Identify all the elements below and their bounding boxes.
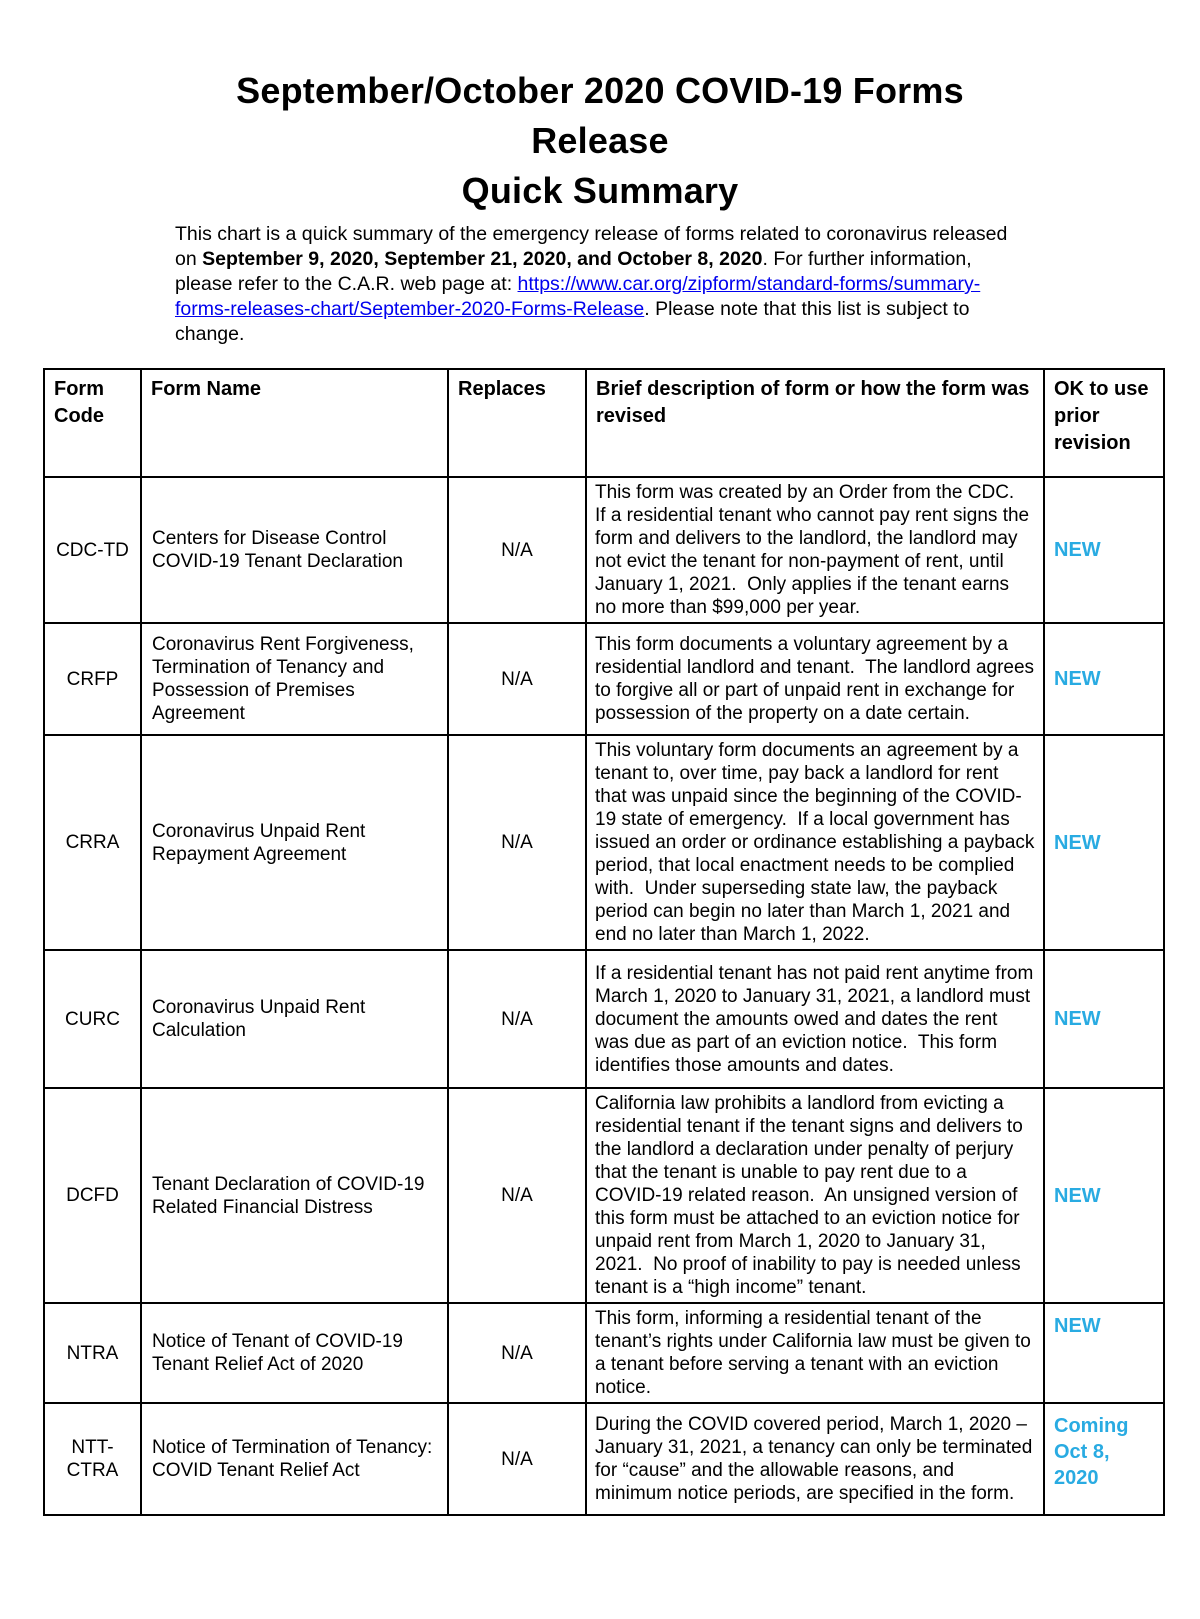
title-line-1: September/October 2020 COVID-19 Forms	[236, 70, 964, 111]
form-description: This voluntary form documents an agreement by a tenant to, over time, pay back a landlord for rent that was unpaid since the beginning of the COVID-19 state of emergency. If a local government has issued an order or ordinance establishing a payback period, that local enactment needs to be complied with. Under superseding state law, the payback period can begin no later than March 1, 2021 and end no later than March 1, 2022.	[586, 735, 1044, 950]
table-row-crfp	[44, 623, 1164, 735]
title-line-2: Release	[531, 120, 669, 161]
form-name: Coronavirus Unpaid Rent Calculation	[141, 950, 448, 1088]
header-ok-prior-revision: OK to use prior revision	[1044, 369, 1164, 477]
title-line-3: Quick Summary	[461, 170, 739, 211]
form-code: CRFP	[44, 623, 141, 735]
replaces-value: N/A	[448, 1403, 586, 1515]
page-title	[0, 66, 1200, 216]
form-code: CRRA	[44, 735, 141, 950]
status-badge: NEW	[1044, 477, 1164, 623]
table-row-dcfd	[44, 1088, 1164, 1303]
table-row-cdc-td	[44, 477, 1164, 623]
form-name: Coronavirus Unpaid Rent Repayment Agreement	[141, 735, 448, 950]
forms-summary-table	[43, 368, 1165, 1516]
intro-text-3: . Please note that this list is subject to change.	[175, 298, 970, 345]
form-description: This form documents a voluntary agreement by a residential landlord and tenant. The landlord agrees to forgive all or part of unpaid rent in exchange for possession of the property on a date certain.	[586, 623, 1044, 735]
form-name: Notice of Termination of Tenancy: COVID Tenant Relief Act	[141, 1403, 448, 1515]
form-code: NTRA	[44, 1303, 141, 1403]
header-form-code: Form Code	[44, 369, 141, 477]
status-badge: NEW	[1044, 735, 1164, 950]
intro-text-1: This chart is a quick summary of the emergency release of forms related to coronavirus released on	[175, 223, 1008, 270]
form-name: Notice of Tenant of COVID-19 Tenant Relief Act of 2020	[141, 1303, 448, 1403]
form-name: Coronavirus Rent Forgiveness, Termination of Tenancy and Possession of Premises Agreement	[141, 623, 448, 735]
table-row-curc	[44, 950, 1164, 1088]
intro-text-2: . For further information, please refer to the C.A.R. web page at:	[175, 248, 972, 295]
intro-release-dates: September 9, 2020, September 21, 2020, and October 8, 2020	[202, 248, 763, 270]
form-description: This form, informing a residential tenant of the tenant’s rights under California law must be given to a tenant before serving a tenant with an eviction notice.	[586, 1303, 1044, 1403]
replaces-value: N/A	[448, 735, 586, 950]
table-row-crra	[44, 735, 1164, 950]
status-badge: NEW	[1044, 950, 1164, 1088]
form-description: During the COVID covered period, March 1, 2020 – January 31, 2021, a tenancy can only be terminated for “cause” and the allowable reasons, and minimum notice periods, are specified in the form.	[586, 1403, 1044, 1515]
form-code: NTT-CTRA	[44, 1403, 141, 1515]
header-replaces: Replaces	[448, 369, 586, 477]
status-badge: NEW	[1044, 1303, 1164, 1403]
replaces-value: N/A	[448, 1088, 586, 1303]
status-badge: NEW	[1044, 623, 1164, 735]
table-header-row	[44, 369, 1164, 477]
status-badge: Coming Oct 8, 2020	[1044, 1403, 1164, 1515]
form-name: Tenant Declaration of COVID-19 Related Financial Distress	[141, 1088, 448, 1303]
form-code: CDC-TD	[44, 477, 141, 623]
form-description: California law prohibits a landlord from evicting a residential tenant if the tenant signs and delivers to the landlord a declaration under penalty of perjury that the tenant is unable to pay rent due to a COVID-19 related reason. An unsigned version of this form must be attached to an eviction notice for unpaid rent from March 1, 2020 to January 31, 2021. No proof of inability to pay is needed unless tenant is a “high income” tenant.	[586, 1088, 1044, 1303]
form-description: If a residential tenant has not paid rent anytime from March 1, 2020 to January 31, 2021, a landlord must document the amounts owed and dates the rent was due as part of an eviction notice. This form identifies those amounts and dates.	[586, 950, 1044, 1088]
form-name: Centers for Disease Control COVID-19 Tenant Declaration	[141, 477, 448, 623]
form-code: CURC	[44, 950, 141, 1088]
status-badge: NEW	[1044, 1088, 1164, 1303]
form-code: DCFD	[44, 1088, 141, 1303]
header-form-name: Form Name	[141, 369, 448, 477]
table-row-ntra	[44, 1303, 1164, 1403]
replaces-value: N/A	[448, 1303, 586, 1403]
replaces-value: N/A	[448, 623, 586, 735]
header-description: Brief description of form or how the form was revised	[586, 369, 1044, 477]
replaces-value: N/A	[448, 950, 586, 1088]
replaces-value: N/A	[448, 477, 586, 623]
table-row-ntt-ctra	[44, 1403, 1164, 1515]
document-page	[0, 66, 1200, 1619]
intro-paragraph	[175, 222, 1020, 347]
car-webpage-link[interactable]: https://www.car.org/zipform/standard-forms/summary-forms-releases-chart/September-2020-Forms-Release	[175, 273, 981, 320]
form-description: This form was created by an Order from the CDC. If a residential tenant who cannot pay rent signs the form and delivers to the landlord, the landlord may not evict the tenant for non-payment of rent, until January 1, 2021. Only applies if the tenant earns no more than $99,000 per year.	[586, 477, 1044, 623]
